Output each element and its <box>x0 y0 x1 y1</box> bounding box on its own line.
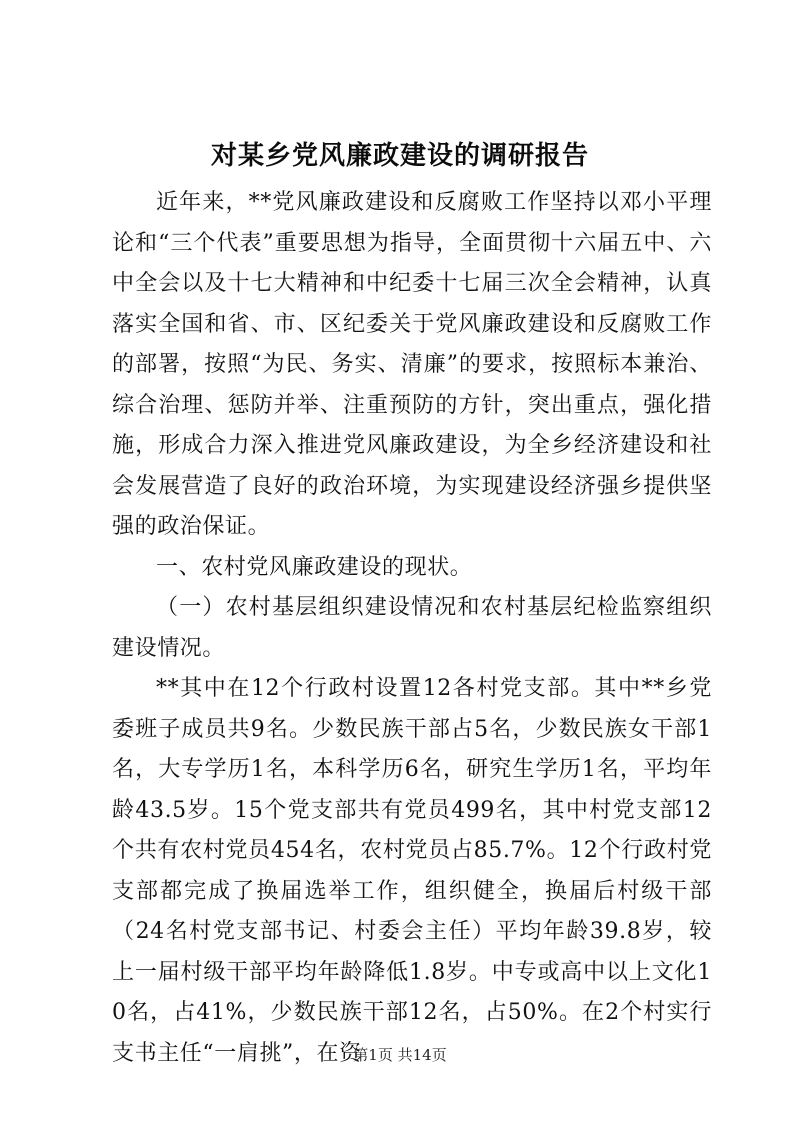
paragraph-intro: 近年来，**党风廉政建设和反腐败工作坚持以邓小平理论和“三个代表”重要思想为指导，全面贯彻十六届五中、六中全会以及十七大精神和中纪委十七届三次全会精神，认真落实全国和省、市、区纪委关于党风廉政建设和反腐败工作的部署，按照“为民、务实、清廉”的要求，按照标本兼治、综合治理、惩防并举、注重预防的方针，突出重点，强化措施，形成合力深入推进党风廉政建设，为全乡经济建设和社会发展营造了良好的政治环境，为实现建设经济强乡提供坚强的政治保证。 <box>112 190 712 539</box>
paragraph-statistics: **其中在12个行政村设置12各村党支部。其中**乡党委班子成员共9名。少数民族干部占5名，少数民族女干部1名，大专学历1名，本科学历6名，研究生学历1名，平均年龄43.5岁。15个党支部共有党员499名，其中村党支部12个共有农村党员454名，农村党员占85.7%。12个行政村党支部都完成了换届选举工作，组织健全，换届后村级干部（24名村党支部书记、村委会主任）平均年龄39.8岁，较上一届村级干部平均年龄降低1.8岁。中专或高中以上文化10名，占41%，少数民族干部12名，占50%。在2个村实行支书主任“一肩挑”，在资 <box>112 676 712 1066</box>
page-number-footer: 第1页 共14页 <box>353 1046 447 1064</box>
subsection-heading-1: （一）农村基层组织建设情况和农村基层纪检监察组织建设情况。 <box>112 595 712 661</box>
document-title: 对某乡党风廉政建设的调研报告 <box>210 141 589 171</box>
document-body <box>112 183 712 1074</box>
section-heading-1: 一、农村党风廉政建设的现状。 <box>156 554 473 580</box>
